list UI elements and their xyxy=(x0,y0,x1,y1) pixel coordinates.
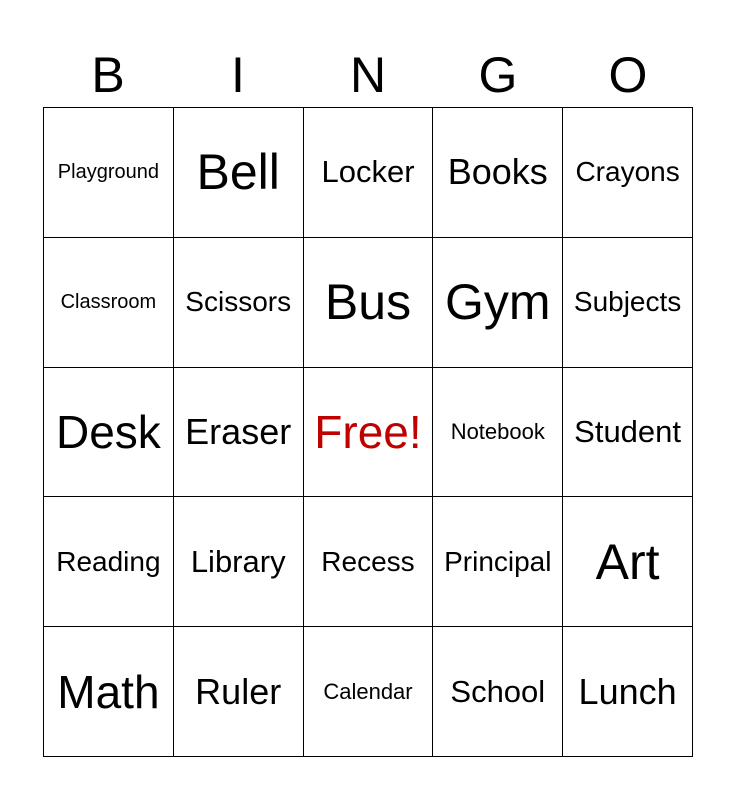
bingo-cell[interactable]: Eraser xyxy=(174,368,304,498)
free-space-cell[interactable]: Free! xyxy=(304,368,434,498)
bingo-cell[interactable]: Books xyxy=(433,108,563,238)
bingo-cell[interactable]: Crayons xyxy=(563,108,693,238)
bingo-cell[interactable]: Ruler xyxy=(174,627,304,757)
bingo-cell[interactable]: School xyxy=(433,627,563,757)
bingo-cell[interactable]: Art xyxy=(563,497,693,627)
bingo-cell[interactable]: Notebook xyxy=(433,368,563,498)
bingo-cell[interactable]: Calendar xyxy=(304,627,434,757)
bingo-cell[interactable]: Bus xyxy=(304,238,434,368)
header-letter-o: O xyxy=(608,47,648,103)
header-letter-n: N xyxy=(349,47,387,103)
bingo-cell[interactable]: Gym xyxy=(433,238,563,368)
bingo-cell[interactable]: Playground xyxy=(44,108,174,238)
bingo-card xyxy=(43,107,693,757)
bingo-cell[interactable]: Desk xyxy=(44,368,174,498)
bingo-header xyxy=(43,42,693,108)
bingo-cell[interactable]: Subjects xyxy=(563,238,693,368)
bingo-cell[interactable]: Principal xyxy=(433,497,563,627)
bingo-cell[interactable]: Lunch xyxy=(563,627,693,757)
header-letter-b: B xyxy=(91,47,125,103)
header-letter-g: G xyxy=(478,47,518,103)
bingo-cell[interactable]: Bell xyxy=(174,108,304,238)
bingo-cell[interactable]: Scissors xyxy=(174,238,304,368)
bingo-cell[interactable]: Reading xyxy=(44,497,174,627)
bingo-cell[interactable]: Student xyxy=(563,368,693,498)
bingo-cell[interactable]: Recess xyxy=(304,497,434,627)
bingo-cell[interactable]: Math xyxy=(44,627,174,757)
header-letter-i: I xyxy=(231,47,245,103)
bingo-cell[interactable]: Classroom xyxy=(44,238,174,368)
bingo-cell[interactable]: Locker xyxy=(304,108,434,238)
bingo-cell[interactable]: Library xyxy=(174,497,304,627)
